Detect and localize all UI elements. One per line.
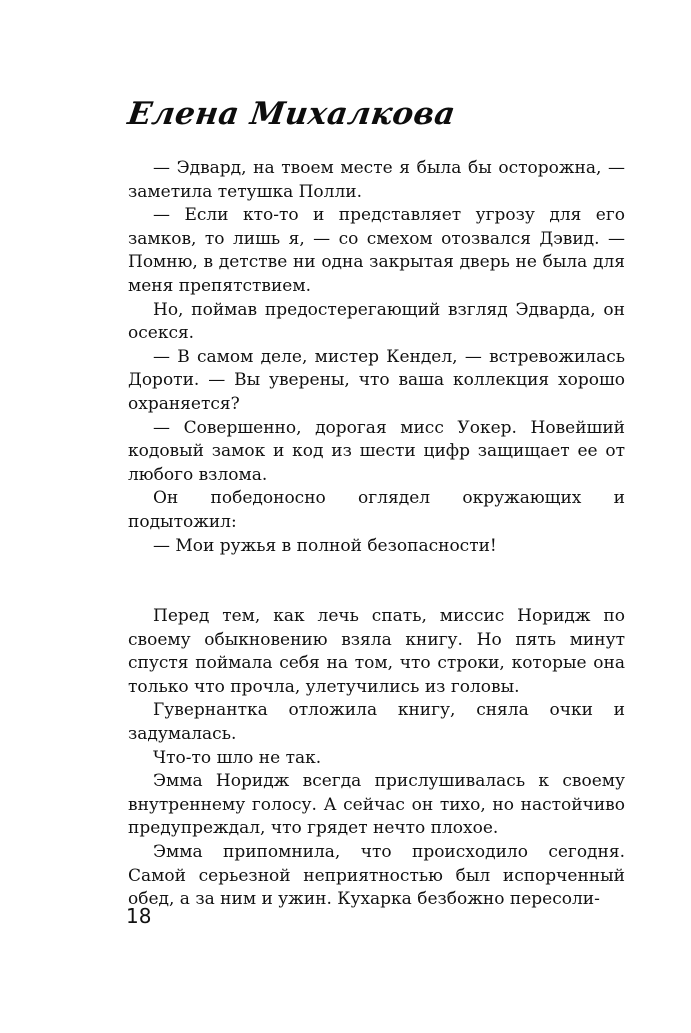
body-text — [128, 157, 625, 912]
section-break — [128, 558, 625, 605]
paragraph: — В самом деле, мистер Кендел, — встревожилась Дороти. — Вы уверены, что ваша коллекция хорошо охраняется? — [128, 346, 625, 414]
paragraph: Перед тем, как лечь спать, миссис Норидж по своему обыкновению взяла книгу. Но пять минут спустя поймала себя на том, что строки, которые она только что прочла, улетучились из головы. — [128, 606, 625, 697]
paragraph: — Мои ружья в полной безопасности! — [153, 535, 497, 556]
paragraph: Что-то шло не так. — [153, 747, 322, 768]
paragraph: Он победоносно оглядел окружающих и подытожил: — [128, 488, 625, 532]
running-header-author: Елена Михалкова — [125, 96, 458, 132]
paragraph: — Если кто-то и представляет угрозу для его замков, то лишь я, — со смехом отозвался Дэвид. — Помню, в детстве ни одна закрытая дверь не была для меня препятствием. — [128, 205, 625, 296]
page-number: 18 — [126, 904, 152, 928]
paragraph: Эмма припомнила, что происходило сегодня. Самой серьезной неприятностью был испорченный обед, а за ним и ужин. Кухарка безбожно пересоли- — [128, 842, 625, 910]
paragraph: — Совершенно, дорогая мисс Уокер. Новейший кодовый замок и код из шести цифр защищает ее от любого взлома. — [128, 417, 625, 485]
paragraph: Гувернантка отложила книгу, сняла очки и задумалась. — [128, 700, 625, 745]
paragraph: Эмма Норидж всегда прислушивалась к своему внутреннему голосу. А сейчас он тихо, но настойчиво предупреждал, что грядет нечто плохое. — [128, 771, 625, 839]
paragraph: Но, поймав предостерегающий взгляд Эдварда, он осекся. — [128, 299, 625, 344]
paragraph: — Эдвард, на твоем месте я была бы осторожна, — заметила тетушка Полли. — [128, 158, 625, 202]
